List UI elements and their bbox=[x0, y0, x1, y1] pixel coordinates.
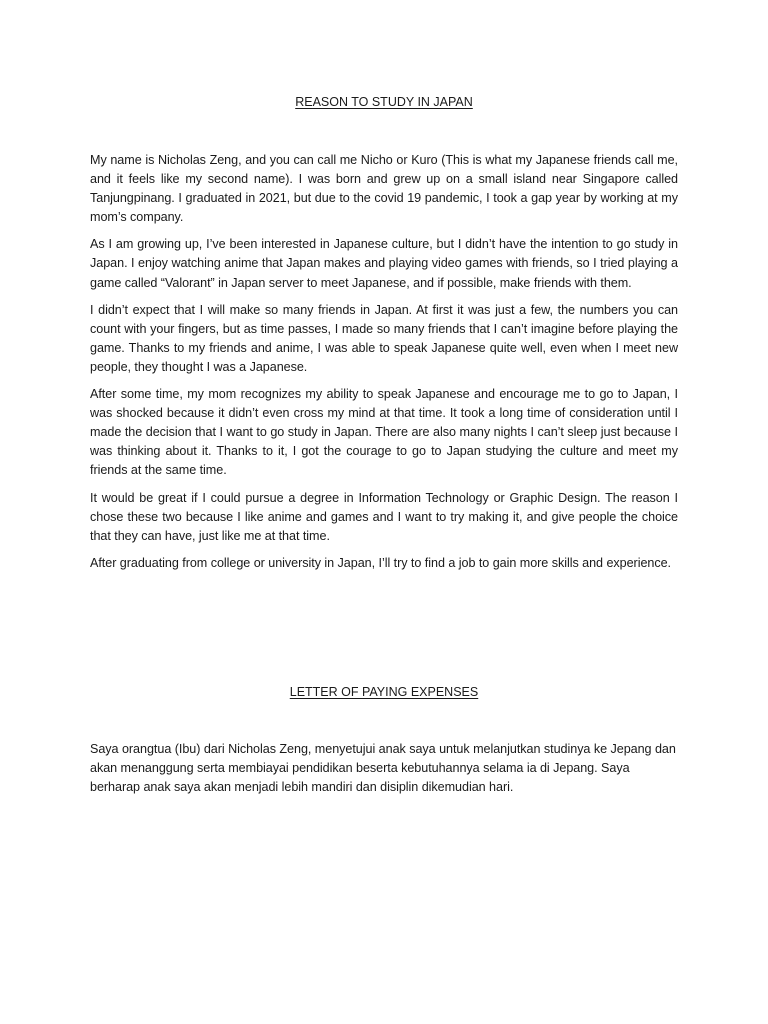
reason-paragraph-1: My name is Nicholas Zeng, and you can call me Nicho or Kuro (This is what my Japanese friends call me, and it feels like my second name). I was born and grew up on a small island near Singapore called Tanjungpinang. I graduated in 2021, but due to the covid 19 pandemic, I took a gap year by working at my mom’s company. bbox=[90, 153, 678, 225]
reason-paragraph-4: After some time, my mom recognizes my ability to speak Japanese and encourage me to go to Japan, I was shocked because it didn’t even cross my mind at that time. It took a long time of consideration until I made the decision that I want to go study in Japan. There are also many nights I can’t sleep just because I was thinking about it. Thanks to it, I got the courage to go to Japan studying the culture and meet my friends at the same time. bbox=[90, 387, 678, 478]
letter-paragraph: Saya orangtua (Ibu) dari Nicholas Zeng, menyetujui anak saya untuk melanjutkan studinya ke Jepang dan akan menanggung serta membiayai pendidikan beserta kebutuhannya selama ia di Jepang. Saya berharap anak saya akan menjadi lebih mandiri dan disiplin dikemudian hari. bbox=[90, 742, 676, 795]
reason-body bbox=[90, 151, 678, 581]
letter-title: LETTER OF PAYING EXPENSES bbox=[289, 685, 479, 699]
letter-body bbox=[90, 740, 678, 805]
reason-paragraph-6: After graduating from college or university in Japan, I’ll try to find a job to gain more skills and experience. bbox=[90, 555, 672, 570]
reason-paragraph-2: As I am growing up, I’ve been interested in Japanese culture, but I didn’t have the intention to go study in Japan. I enjoy watching anime that Japan makes and playing video games with friends, so I tried playing a game called “Valorant” in Japan server to meet Japanese, and if possible, make friends with them. bbox=[90, 237, 678, 290]
reason-paragraph-5: It would be great if I could pursue a degree in Information Technology or Graphic Design. The reason I chose these two because I like anime and games and I want to try making it, and give people the choice that they can have, just like me at that time. bbox=[90, 490, 678, 543]
reason-title: REASON TO STUDY IN JAPAN bbox=[295, 95, 473, 109]
reason-paragraph-3: I didn’t expect that I will make so many friends in Japan. At first it was just a few, the numbers you can count with your fingers, but as time passes, I made so many friends that I can’t imagine before playing the game. Thanks to my friends and anime, I was able to speak Japanese quite well, even when I meet new people, they thought I was a Japanese. bbox=[90, 302, 678, 374]
